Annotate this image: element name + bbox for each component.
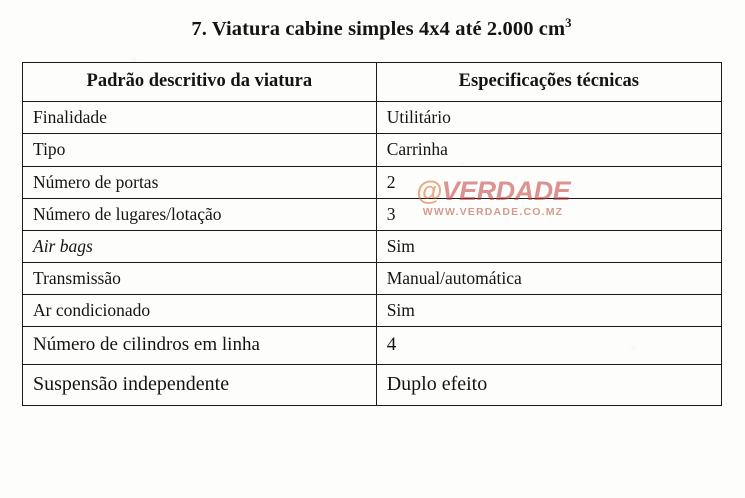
row-label: Ar condicionado [23, 295, 377, 327]
row-label: Número de portas [23, 166, 377, 198]
row-value: Manual/automática [376, 262, 721, 294]
table-row [23, 166, 722, 198]
specification-table [22, 62, 722, 406]
row-label: Suspensão independente [23, 364, 377, 405]
row-value: Utilitário [376, 102, 721, 134]
table-row [23, 134, 722, 166]
specification-table-wrapper [22, 62, 722, 406]
row-label: Finalidade [23, 102, 377, 134]
table-row [23, 295, 722, 327]
heading-number: 7. [191, 17, 207, 40]
table-header-row [23, 63, 722, 102]
row-label: Air bags [23, 230, 377, 262]
row-value: Carrinha [376, 134, 721, 166]
page-title [0, 16, 745, 41]
table-row [23, 327, 722, 365]
table-row [23, 198, 722, 230]
watermark-brand-text: VERDADE [441, 176, 571, 206]
table-row [23, 364, 722, 405]
column-header-specs: Especificações técnicas [376, 63, 721, 102]
at-symbol-icon: @ [415, 176, 442, 206]
row-label: Tipo [23, 134, 377, 166]
row-label: Transmissão [23, 262, 377, 294]
heading-text: Viatura cabine simples 4x4 até 2.000 cm [211, 17, 566, 40]
heading-superscript: 3 [565, 16, 572, 30]
row-value: 4 [376, 327, 721, 365]
row-label: Número de cilindros em linha [23, 327, 377, 365]
row-value: Sim [376, 230, 721, 262]
watermark-url: WWW.VERDADE.CO.MZ [422, 206, 564, 218]
column-header-standard: Padrão descritivo da viatura [23, 63, 377, 102]
table-row [23, 262, 722, 294]
row-label: Número de lugares/lotação [23, 198, 377, 230]
table-row [23, 102, 722, 134]
row-value: 3 [376, 198, 721, 230]
table-row [23, 230, 722, 262]
row-value: Duplo efeito [376, 364, 721, 405]
row-value: Sim [376, 295, 721, 327]
row-value: 2 [376, 166, 721, 198]
